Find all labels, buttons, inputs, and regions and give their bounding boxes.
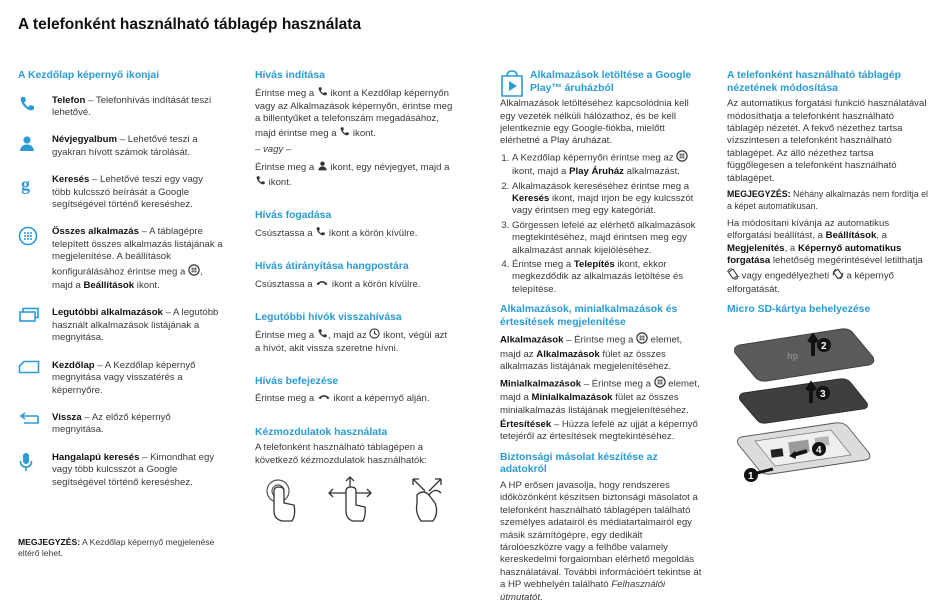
- contacts-icon: [18, 134, 36, 156]
- micro-sd-installation-illustration: [731, 323, 881, 488]
- paragraph: Az automatikus forgatási funkció használatával módosíthatja a telefonként használható táblagép nézetét. A fekvő nézethez tartsa vízszintesen a telefonként használható táblagépet. Az álló nézethez tartsa függőlegesen a telefonként használható táblagépet.: [727, 98, 927, 184]
- hang-up-icon: [317, 391, 331, 406]
- paragraph: A telefonként használható táblagépen a következő kézmozdulatok használhatók:: [255, 442, 427, 466]
- note: MEGJEGYZÉS: A Kezdőlap képernyő megjelenése eltérő lehet.: [18, 537, 215, 558]
- list-item: 4. Érintse meg a Telepítés ikont, ekkor megkezdődik az alkalmazás letöltése és telepítése.: [512, 259, 705, 296]
- tap-gesture-icon: [258, 475, 300, 523]
- list-item: Kezdőlap – A Kezdőlap képernyő megnyitása vagy visszatérés a képernyőre.: [18, 360, 223, 397]
- paragraph: Érintse meg a , majd az ikont, végül azt a hívót, akit vissza szeretne hívni.: [255, 328, 455, 356]
- home-icon: [18, 360, 40, 378]
- calls-section: [255, 70, 455, 523]
- paragraph: Értesítések – Húzza lefelé az ujját a képernyő tetejéről az értesítések megtekintéséhez.: [500, 418, 698, 443]
- section-heading: A Kezdőlap képernyő ikonjai: [18, 70, 160, 81]
- note: MEGJEGYZÉS: Néhány alkalmazás nem fordítja el a képet automatikusan.: [727, 189, 928, 211]
- phone-icon: [317, 86, 328, 101]
- recent-apps-icon: [18, 307, 40, 327]
- rotation-section: [727, 70, 932, 488]
- svg-text:hp: hp: [787, 351, 798, 362]
- section-heading: Alkalmazások, minialkalmazások és értesítések megjelenítése: [500, 304, 678, 328]
- section-heading: Hívás átirányítása hangpostára: [255, 261, 409, 273]
- list-item: Összes alkalmazás – A táblagépre telepített összes alkalmazás listájának a megjelenítése. A beállítások konfigurálásához érintse meg a , majd a Beállítások ikont.: [18, 226, 223, 292]
- all-apps-icon: [654, 376, 666, 392]
- list-item: g Keresés – Lehetővé teszi egy vagy több kulcsszó beírását a Google segítségével történő kereséshez.: [18, 174, 223, 211]
- list-item: 3. Görgessen lefelé az elérhető alkalmazások megtekintéséhez, majd érintsen meg egy alkalmazást annak kijelöléséhez.: [512, 220, 705, 257]
- list-item: 2. Alkalmazások kereséséhez érintse meg a Keresés ikont, majd írjon be egy kulcsszót vagy érintsen meg egy kategóriát.: [512, 181, 705, 218]
- paragraph: Ha módosítani kívánja az automatikus elforgatási beállítást, a Beállítások, a Megjelenítés, a Képernyő automatikus forgatása lehetőség megérintésével letilthatja vagy engedélyezheti a képernyő elforgatását.: [727, 218, 923, 296]
- home-screen-icons-section: [18, 70, 223, 504]
- play-store-icon: [500, 70, 524, 102]
- paragraph: Minialkalmazások – Érintse meg a elemet, majd a Minialkalmazások fület az összes minialkalmazás listájának megjelenítéséhez.: [500, 376, 705, 417]
- swipe-gesture-icon: [325, 475, 375, 523]
- section-heading: Hívás indítása: [255, 70, 325, 81]
- list-item: Telefon – Telefonhívás indítását teszi lehetővé.: [18, 95, 223, 120]
- page-title: A telefonként használható táblagép használata: [18, 16, 362, 33]
- google-search-icon: [18, 174, 36, 198]
- callout-label: 1: [748, 471, 754, 483]
- section-heading: Hívás fogadása: [255, 210, 332, 222]
- steps-list: [500, 150, 705, 296]
- phone-icon: [18, 95, 36, 117]
- gesture-illustrations: [255, 475, 455, 523]
- paragraph: Érintse meg a ikont, egy névjegyet, majd a ikont.: [255, 160, 455, 191]
- all-apps-icon: [676, 150, 688, 166]
- list-item: Legutóbbi alkalmazások – A legutóbb használt alkalmazások listájának a megnyitása.: [18, 307, 223, 344]
- callout-label: 2: [821, 341, 827, 353]
- paragraph: Csúsztassa a ikont a körön kívülre.: [255, 277, 455, 292]
- phone-icon: [317, 328, 328, 343]
- paragraph: Érintse meg a ikont a képernyő alján.: [255, 391, 455, 406]
- paragraph: Érintse meg a ikont a Kezdőlap képernyőn vagy az Alkalmazások képernyőn, érintse meg a billentyűket a telefonszám megadásához, majd érintse meg a ikont.: [255, 86, 455, 142]
- play-store-section: [500, 70, 705, 604]
- all-apps-icon: [18, 226, 38, 250]
- section-heading: Alkalmazások letöltése a Google Play™ áruházból: [530, 70, 692, 94]
- pinch-gesture-icon: [403, 475, 451, 523]
- paragraph: Alkalmazások letöltéséhez kapcsolódnia kell egy vezeték nélküli hálózathoz, és be kell jelentkeznie egy Google-fiókba, mielőtt elérhetné a Play áruházat.: [500, 98, 689, 147]
- callout-label: 3: [820, 389, 826, 401]
- section-heading: Hívás befejezése: [255, 375, 339, 387]
- list-item: Névjegyalbum – Lehetővé teszi a gyakran hívott számok tárolását.: [18, 134, 223, 159]
- phone-icon: [339, 126, 350, 141]
- clock-icon: [369, 328, 380, 343]
- list-item: Hangalapú keresés – Kimondhat egy vagy több kulcsszót a Google segítségével történő kereséshez.: [18, 452, 223, 489]
- section-heading: Biztonsági másolat készítése az adatokról: [500, 451, 658, 476]
- section-heading: Legutóbbi hívók visszahívása: [255, 312, 402, 324]
- section-heading: Kézmozdulatok használata: [255, 426, 388, 438]
- microphone-icon: [18, 452, 34, 476]
- paragraph: Alkalmazások – Érintse meg a elemet, majd az Alkalmazások fület az összes alkalmazás listájának megjelenítéséhez.: [500, 332, 705, 373]
- section-heading: A telefonként használható táblagép nézetének módosítása: [727, 70, 901, 94]
- back-icon: [18, 412, 40, 430]
- list-item: 1. A Kezdőlap képernyőn érintse meg az ikont, majd a Play Áruház alkalmazást.: [512, 150, 705, 179]
- section-heading: Micro SD-kártya behelyezése: [727, 304, 871, 316]
- rotate-lock-icon: [832, 268, 844, 284]
- phone-icon: [315, 226, 326, 241]
- list-item: Vissza – Az előző képernyő megnyitása.: [18, 412, 223, 437]
- paragraph: Csúsztassa a ikont a körön kívülre.: [255, 226, 455, 241]
- contacts-icon: [317, 160, 328, 175]
- all-apps-icon: [188, 264, 200, 280]
- or-separator: – vagy –: [255, 144, 292, 156]
- svg-text:g: g: [21, 174, 30, 195]
- hang-up-icon: [315, 277, 329, 292]
- phone-icon: [255, 175, 266, 190]
- callout-label: 4: [816, 445, 822, 457]
- paragraph: A HP erősen javasolja, hogy rendszeres időközönként készítsen biztonsági másolatot a telefonként használható táblagépen található személyes adatairól és médiatartalmairól egy másik számítógépre, egy dedikált tárolóeszközre vagy a felhőbe valamely kereskedelmi forgalomban elérhető megoldás használatával. További információért tekintse át a HP webhelyén található Felhasználói útmutatót.: [500, 479, 702, 603]
- rotate-icon: [727, 268, 739, 284]
- all-apps-icon: [636, 332, 648, 348]
